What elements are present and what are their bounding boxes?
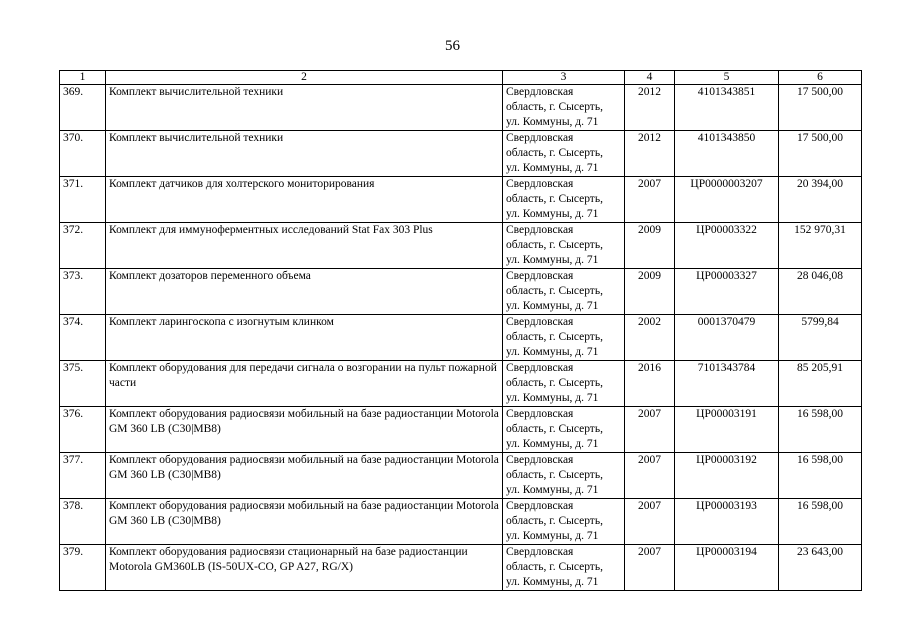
item-cost: 16 598,00	[779, 453, 862, 499]
address-line: ул. Коммуны, д. 71	[506, 116, 599, 128]
address-line: Свердловская	[506, 178, 574, 190]
item-year: 2016	[625, 361, 675, 407]
item-cost: 16 598,00	[779, 499, 862, 545]
column-header-inventory: 5	[675, 71, 779, 85]
address-line: область, г. Сысерть,	[506, 515, 603, 527]
item-cost: 85 205,91	[779, 361, 862, 407]
address-line: область, г. Сысерть,	[506, 561, 603, 573]
item-year: 2007	[625, 453, 675, 499]
inventory-number: ЦР00003194	[675, 545, 779, 591]
item-address	[503, 85, 625, 131]
inventory-number: ЦР00003322	[675, 223, 779, 269]
item-name: Комплект оборудования радиосвязи мобильный на базе радиостанции Motorola GM 360 LB (C30|MB8)	[106, 407, 503, 453]
table-header-row	[60, 71, 862, 85]
item-name: Комплект дозаторов переменного объема	[106, 269, 503, 315]
row-number: 374.	[60, 315, 106, 361]
inventory-number: ЦР0000003207	[675, 177, 779, 223]
item-address	[503, 499, 625, 545]
item-address	[503, 131, 625, 177]
item-year: 2007	[625, 177, 675, 223]
row-number: 369.	[60, 85, 106, 131]
item-address	[503, 223, 625, 269]
inventory-number: ЦР00003191	[675, 407, 779, 453]
table-row	[60, 269, 862, 315]
column-header-cost: 6	[779, 71, 862, 85]
item-year: 2007	[625, 545, 675, 591]
item-year: 2012	[625, 85, 675, 131]
address-line: Свердловская	[506, 270, 574, 282]
item-address	[503, 545, 625, 591]
row-number: 372.	[60, 223, 106, 269]
item-address	[503, 315, 625, 361]
item-cost: 5799,84	[779, 315, 862, 361]
item-address	[503, 269, 625, 315]
address-line: Свердловская	[506, 316, 574, 328]
table-body	[60, 85, 862, 591]
address-line: область, г. Сысерть,	[506, 469, 603, 481]
address-line: Свердловская	[506, 546, 574, 558]
address-line: Свердловская	[506, 454, 574, 466]
item-name: Комплект оборудования радиосвязи мобильный на базе радиостанции Motorola GM 360 LB (C30|MB8)	[106, 453, 503, 499]
address-line: ул. Коммуны, д. 71	[506, 438, 599, 450]
inventory-number: ЦР00003193	[675, 499, 779, 545]
item-cost: 17 500,00	[779, 131, 862, 177]
table-row	[60, 545, 862, 591]
item-address	[503, 407, 625, 453]
item-cost: 28 046,08	[779, 269, 862, 315]
item-year: 2007	[625, 407, 675, 453]
table-row	[60, 499, 862, 545]
item-name: Комплект оборудования радиосвязи стационарный на базе радиостанции Motorola GM360LB (IS-50UX-CO, GP A27, RG/X)	[106, 545, 503, 591]
address-line: область, г. Сысерть,	[506, 101, 603, 113]
item-year: 2002	[625, 315, 675, 361]
address-line: Свердловская	[506, 132, 574, 144]
row-number: 370.	[60, 131, 106, 177]
address-line: ул. Коммуны, д. 71	[506, 208, 599, 220]
item-name: Комплект вычислительной техники	[106, 85, 503, 131]
table-row	[60, 85, 862, 131]
row-number: 377.	[60, 453, 106, 499]
item-name: Комплект оборудования для передачи сигнала о возгорании на пульт пожарной части	[106, 361, 503, 407]
address-line: область, г. Сысерть,	[506, 147, 603, 159]
item-year: 2009	[625, 269, 675, 315]
address-line: ул. Коммуны, д. 71	[506, 254, 599, 266]
address-line: ул. Коммуны, д. 71	[506, 346, 599, 358]
row-number: 375.	[60, 361, 106, 407]
item-name: Комплект датчиков для холтерского мониторирования	[106, 177, 503, 223]
item-cost: 20 394,00	[779, 177, 862, 223]
column-header-year: 4	[625, 71, 675, 85]
row-number: 379.	[60, 545, 106, 591]
address-line: Свердловская	[506, 86, 574, 98]
address-line: Свердловская	[506, 408, 574, 420]
item-address	[503, 361, 625, 407]
address-line: ул. Коммуны, д. 71	[506, 392, 599, 404]
address-line: Свердловская	[506, 500, 574, 512]
item-address	[503, 453, 625, 499]
item-cost: 152 970,31	[779, 223, 862, 269]
address-line: область, г. Сысерть,	[506, 193, 603, 205]
item-name: Комплект для иммуноферментных исследований Stat Fax 303 Plus	[106, 223, 503, 269]
table-row	[60, 177, 862, 223]
address-line: область, г. Сысерть,	[506, 285, 603, 297]
item-cost: 16 598,00	[779, 407, 862, 453]
item-name: Комплект оборудования радиосвязи мобильный на базе радиостанции Motorola GM 360 LB (C30|MB8)	[106, 499, 503, 545]
table-row	[60, 131, 862, 177]
item-name: Комплект ларингоскопа с изогнутым клинком	[106, 315, 503, 361]
address-line: область, г. Сысерть,	[506, 331, 603, 343]
item-address	[503, 177, 625, 223]
inventory-number: 0001370479	[675, 315, 779, 361]
property-registry-table	[59, 70, 862, 591]
column-header-number: 1	[60, 71, 106, 85]
address-line: ул. Коммуны, д. 71	[506, 484, 599, 496]
address-line: ул. Коммуны, д. 71	[506, 300, 599, 312]
address-line: область, г. Сысерть,	[506, 239, 603, 251]
table-row	[60, 407, 862, 453]
column-header-name: 2	[106, 71, 503, 85]
address-line: ул. Коммуны, д. 71	[506, 576, 599, 588]
inventory-number: 4101343851	[675, 85, 779, 131]
address-line: область, г. Сысерть,	[506, 423, 603, 435]
row-number: 373.	[60, 269, 106, 315]
item-cost: 17 500,00	[779, 85, 862, 131]
address-line: Свердловская	[506, 224, 574, 236]
item-name: Комплект вычислительной техники	[106, 131, 503, 177]
inventory-number: ЦР00003327	[675, 269, 779, 315]
inventory-number: ЦР00003192	[675, 453, 779, 499]
column-header-address: 3	[503, 71, 625, 85]
address-line: ул. Коммуны, д. 71	[506, 530, 599, 542]
item-year: 2007	[625, 499, 675, 545]
address-line: Свердловская	[506, 362, 574, 374]
row-number: 378.	[60, 499, 106, 545]
address-line: ул. Коммуны, д. 71	[506, 162, 599, 174]
item-year: 2009	[625, 223, 675, 269]
inventory-number: 4101343850	[675, 131, 779, 177]
page-number: 56	[445, 38, 460, 54]
item-year: 2012	[625, 131, 675, 177]
row-number: 371.	[60, 177, 106, 223]
table-row	[60, 223, 862, 269]
address-line: область, г. Сысерть,	[506, 377, 603, 389]
table-row	[60, 315, 862, 361]
item-cost: 23 643,00	[779, 545, 862, 591]
table-row	[60, 361, 862, 407]
table-row	[60, 453, 862, 499]
row-number: 376.	[60, 407, 106, 453]
inventory-number: 7101343784	[675, 361, 779, 407]
